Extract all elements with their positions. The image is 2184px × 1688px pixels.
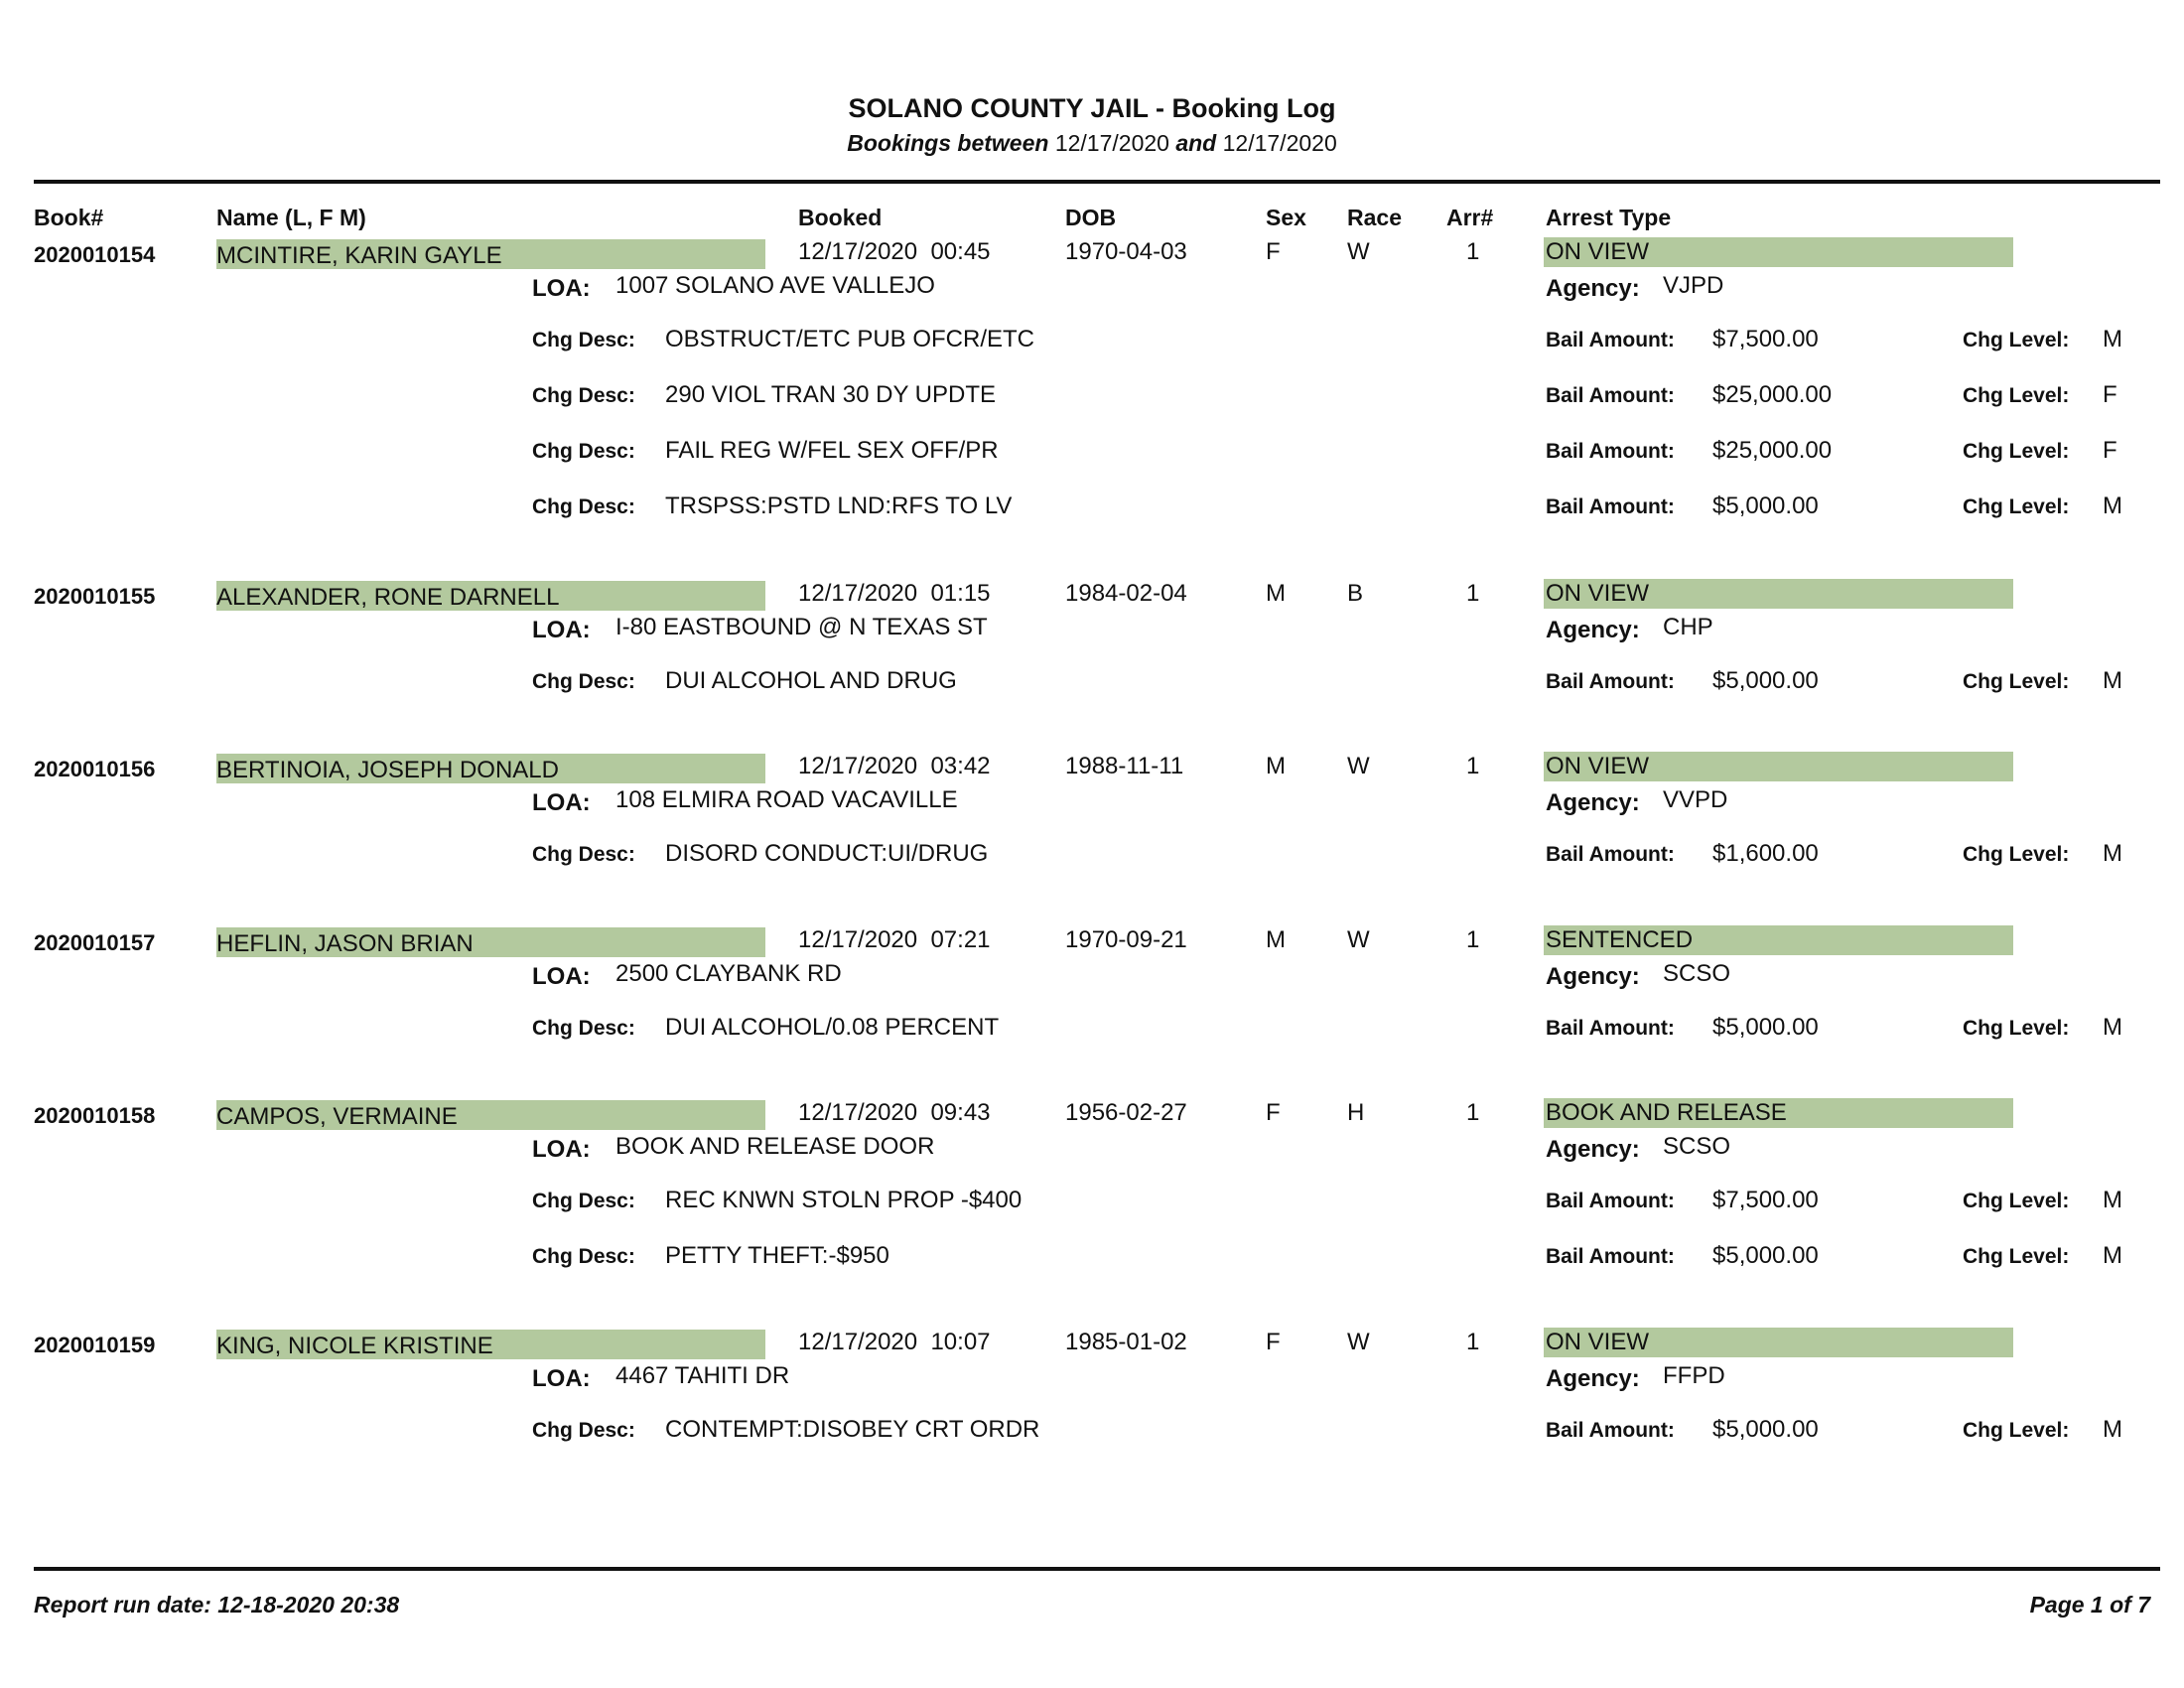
dob: 1984-02-04 <box>1065 580 1187 607</box>
col-header-arrest-type: Arrest Type <box>1546 205 1672 230</box>
arrest-type: ON VIEW <box>1546 238 1650 265</box>
charge-desc: OBSTRUCT/ETC PUB OFCR/ETC <box>665 326 1035 352</box>
bail-amount: $1,600.00 <box>1712 840 1819 867</box>
book-number: 2020010158 <box>34 1103 156 1128</box>
charge-level-label: Chg Level: <box>1963 1190 2070 1212</box>
bail-amount: $5,000.00 <box>1712 492 1819 519</box>
dob: 1985-01-02 <box>1065 1329 1187 1355</box>
charge-level: M <box>2103 492 2122 519</box>
race: W <box>1347 238 1370 265</box>
arrest-type: ON VIEW <box>1546 753 1650 779</box>
bail-amount: $5,000.00 <box>1712 667 1819 694</box>
loa-value: 2500 CLAYBANK RD <box>615 960 842 987</box>
arrest-number: 1 <box>1466 1329 1480 1355</box>
loa-value: 108 ELMIRA ROAD VACAVILLE <box>615 786 958 813</box>
arrest-number: 1 <box>1466 580 1480 607</box>
inmate-name: HEFLIN, JASON BRIAN <box>216 930 474 957</box>
dob: 1970-09-21 <box>1065 926 1187 953</box>
booked-datetime: 12/17/2020 10:07 <box>798 1329 991 1355</box>
charge-level: M <box>2103 1242 2122 1269</box>
dob: 1988-11-11 <box>1065 753 1184 779</box>
booked-datetime: 12/17/2020 03:42 <box>798 753 991 779</box>
bail-amount: $25,000.00 <box>1712 437 1833 464</box>
col-header-book: Book# <box>34 205 104 230</box>
booked-datetime: 12/17/2020 07:21 <box>798 926 991 953</box>
loa-value: 4467 TAHITI DR <box>615 1362 790 1389</box>
inmate-name: MCINTIRE, KARIN GAYLE <box>216 242 502 269</box>
arrest-type: BOOK AND RELEASE <box>1546 1099 1787 1126</box>
bail-amount: $25,000.00 <box>1712 381 1833 408</box>
charge-desc: PETTY THEFT:-$950 <box>665 1242 889 1269</box>
col-header-booked: Booked <box>798 205 883 230</box>
report-run-date: Report run date: 12-18-2020 20:38 <box>34 1592 400 1618</box>
charge-desc: FAIL REG W/FEL SEX OFF/PR <box>665 437 999 464</box>
charge-level-label: Chg Level: <box>1963 329 2070 352</box>
col-header-dob: DOB <box>1065 205 1117 230</box>
loa-value: I-80 EASTBOUND @ N TEXAS ST <box>615 614 988 640</box>
booked-datetime: 12/17/2020 01:15 <box>798 580 991 607</box>
bail-amount: $7,500.00 <box>1712 1187 1819 1213</box>
loa-label: LOA: <box>532 1136 591 1163</box>
bail-amount: $7,500.00 <box>1712 326 1819 352</box>
bail-amount-label: Bail Amount: <box>1546 329 1675 352</box>
charge-level: F <box>2103 381 2117 408</box>
arrest-number: 1 <box>1466 753 1480 779</box>
sex: F <box>1266 1329 1281 1355</box>
loa-label: LOA: <box>532 617 591 643</box>
inmate-name: ALEXANDER, RONE DARNELL <box>216 584 560 611</box>
charge-desc: DUI ALCOHOL AND DRUG <box>665 667 957 694</box>
subtitle-prefix: Bookings between <box>847 130 1049 156</box>
charge-level-label: Chg Level: <box>1963 843 2070 866</box>
bail-amount-label: Bail Amount: <box>1546 384 1675 407</box>
charge-desc-label: Chg Desc: <box>532 440 635 463</box>
arrest-number: 1 <box>1466 238 1480 265</box>
report-subtitle <box>0 130 2184 157</box>
col-header-arr: Arr# <box>1446 205 1494 230</box>
race: W <box>1347 926 1370 953</box>
book-number: 2020010154 <box>34 242 156 267</box>
race: W <box>1347 753 1370 779</box>
bail-amount-label: Bail Amount: <box>1546 495 1675 518</box>
charge-desc-label: Chg Desc: <box>532 495 635 518</box>
inmate-name: KING, NICOLE KRISTINE <box>216 1333 493 1359</box>
sex: F <box>1266 1099 1281 1126</box>
agency-label: Agency: <box>1546 1136 1640 1163</box>
bail-amount-label: Bail Amount: <box>1546 440 1675 463</box>
charge-level-label: Chg Level: <box>1963 1419 2070 1442</box>
charge-desc-label: Chg Desc: <box>532 384 635 407</box>
subtitle-and: and <box>1175 130 1217 156</box>
col-header-race: Race <box>1347 205 1402 230</box>
agency-label: Agency: <box>1546 617 1640 643</box>
book-number: 2020010157 <box>34 930 156 955</box>
agency-label: Agency: <box>1546 275 1640 302</box>
loa-value: BOOK AND RELEASE DOOR <box>615 1133 935 1160</box>
bail-amount: $5,000.00 <box>1712 1014 1819 1041</box>
arrest-number: 1 <box>1466 926 1480 953</box>
agency-value: CHP <box>1663 614 1713 640</box>
col-header-sex: Sex <box>1266 205 1306 230</box>
page-number: Page 1 of 7 <box>2029 1592 2150 1618</box>
bail-amount: $5,000.00 <box>1712 1416 1819 1443</box>
race: W <box>1347 1329 1370 1355</box>
charge-desc-label: Chg Desc: <box>532 670 635 693</box>
charge-level-label: Chg Level: <box>1963 495 2070 518</box>
agency-value: VVPD <box>1663 786 1728 813</box>
charge-level-label: Chg Level: <box>1963 1245 2070 1268</box>
charge-level: M <box>2103 667 2122 694</box>
charge-desc-label: Chg Desc: <box>532 1017 635 1040</box>
report-title: SOLANO COUNTY JAIL - Booking Log <box>848 93 1336 123</box>
loa-label: LOA: <box>532 789 591 816</box>
inmate-name: CAMPOS, VERMAINE <box>216 1103 458 1130</box>
bail-amount-label: Bail Amount: <box>1546 670 1675 693</box>
loa-label: LOA: <box>532 1365 591 1392</box>
charge-desc: DUI ALCOHOL/0.08 PERCENT <box>665 1014 1000 1041</box>
charge-level: M <box>2103 1014 2122 1041</box>
booked-datetime: 12/17/2020 09:43 <box>798 1099 991 1126</box>
inmate-name: BERTINOIA, JOSEPH DONALD <box>216 757 559 783</box>
sex: M <box>1266 753 1286 779</box>
charge-level-label: Chg Level: <box>1963 670 2070 693</box>
start-date: 12/17/2020 <box>1054 130 1169 156</box>
arrest-type: SENTENCED <box>1546 926 1694 953</box>
end-date: 12/17/2020 <box>1222 130 1337 156</box>
sex: M <box>1266 580 1286 607</box>
agency-label: Agency: <box>1546 789 1640 816</box>
bail-amount-label: Bail Amount: <box>1546 1245 1675 1268</box>
bail-amount-label: Bail Amount: <box>1546 843 1675 866</box>
agency-label: Agency: <box>1546 1365 1640 1392</box>
charge-desc-label: Chg Desc: <box>532 1245 635 1268</box>
header-rule <box>34 180 2160 184</box>
loa-label: LOA: <box>532 963 591 990</box>
charge-level: M <box>2103 1416 2122 1443</box>
agency-value: SCSO <box>1663 1133 1731 1160</box>
charge-desc-label: Chg Desc: <box>532 329 635 352</box>
loa-value: 1007 SOLANO AVE VALLEJO <box>615 272 935 299</box>
book-number: 2020010159 <box>34 1333 156 1357</box>
bail-amount-label: Bail Amount: <box>1546 1190 1675 1212</box>
charge-level: F <box>2103 437 2117 464</box>
charge-level-label: Chg Level: <box>1963 440 2070 463</box>
charge-desc-label: Chg Desc: <box>532 843 635 866</box>
charge-level: M <box>2103 840 2122 867</box>
book-number: 2020010155 <box>34 584 156 609</box>
sex: M <box>1266 926 1286 953</box>
bail-amount-label: Bail Amount: <box>1546 1017 1675 1040</box>
dob: 1970-04-03 <box>1065 238 1187 265</box>
race: H <box>1347 1099 1365 1126</box>
charge-desc: CONTEMPT:DISOBEY CRT ORDR <box>665 1416 1040 1443</box>
bail-amount-label: Bail Amount: <box>1546 1419 1675 1442</box>
bail-amount: $5,000.00 <box>1712 1242 1819 1269</box>
book-number: 2020010156 <box>34 757 156 781</box>
charge-level-label: Chg Level: <box>1963 384 2070 407</box>
sex: F <box>1266 238 1281 265</box>
loa-label: LOA: <box>532 275 591 302</box>
dob: 1956-02-27 <box>1065 1099 1187 1126</box>
agency-label: Agency: <box>1546 963 1640 990</box>
charge-desc: DISORD CONDUCT:UI/DRUG <box>665 840 989 867</box>
charge-level-label: Chg Level: <box>1963 1017 2070 1040</box>
agency-value: VJPD <box>1663 272 1724 299</box>
charge-desc: REC KNWN STOLN PROP -$400 <box>665 1187 1023 1213</box>
footer-rule <box>34 1567 2160 1571</box>
charge-level: M <box>2103 326 2122 352</box>
charge-desc-label: Chg Desc: <box>532 1190 635 1212</box>
charge-desc-label: Chg Desc: <box>532 1419 635 1442</box>
booked-datetime: 12/17/2020 00:45 <box>798 238 991 265</box>
race: B <box>1347 580 1364 607</box>
charge-desc: TRSPSS:PSTD LND:RFS TO LV <box>665 492 1013 519</box>
agency-value: FFPD <box>1663 1362 1725 1389</box>
arrest-number: 1 <box>1466 1099 1480 1126</box>
arrest-type: ON VIEW <box>1546 1329 1650 1355</box>
col-header-name: Name (L, F M) <box>216 205 366 230</box>
charge-desc: 290 VIOL TRAN 30 DY UPDTE <box>665 381 997 408</box>
arrest-type: ON VIEW <box>1546 580 1650 607</box>
agency-value: SCSO <box>1663 960 1731 987</box>
charge-level: M <box>2103 1187 2122 1213</box>
